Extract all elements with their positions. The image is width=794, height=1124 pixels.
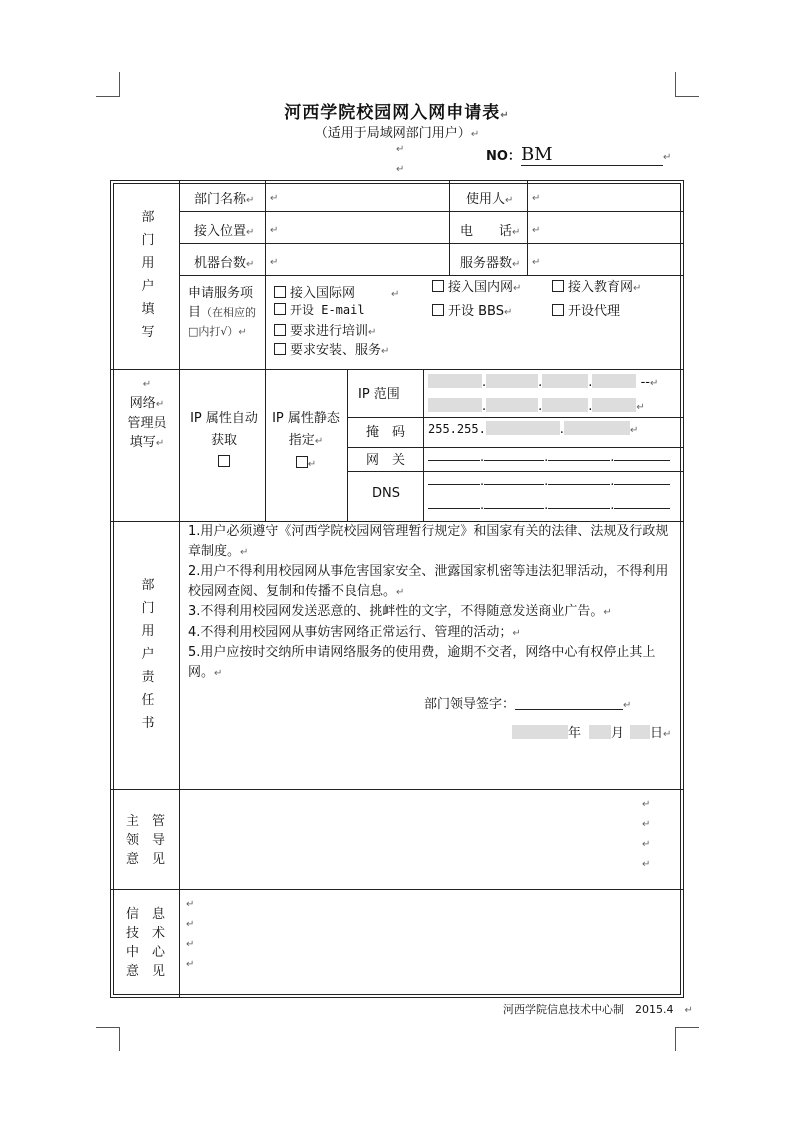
server-count-label: 服务器数↵ xyxy=(460,256,521,271)
service-intl[interactable]: 接入国际网 ↵ xyxy=(274,282,399,301)
location-label: 接入位置↵ xyxy=(194,224,255,239)
phone-label: 电 话↵ xyxy=(460,224,521,239)
checkbox-icon[interactable] xyxy=(432,280,444,292)
dns-label: DNS xyxy=(372,486,400,501)
gateway-label: 网 关 xyxy=(366,453,406,468)
service-install[interactable]: 要求安装、服务↵ xyxy=(274,339,389,358)
dns-fields[interactable]: . . . . . . xyxy=(428,470,670,518)
paragraph-mark: ↵ xyxy=(396,164,405,175)
form-number: NO：BM ↵ xyxy=(486,144,672,165)
user-label: 使用人↵ xyxy=(466,192,514,207)
crop-mark-top-left-h xyxy=(96,96,120,97)
crop-mark-bottom-right-h xyxy=(675,1027,699,1028)
rule-4: 4.不得利用校园网从事妨害网络正常运行、管理的活动；↵ xyxy=(188,624,521,640)
footer-credit: 河西学院信息技术中心制 2015.4 ↵ xyxy=(503,1003,693,1016)
mask-label: 掩 码 xyxy=(366,425,406,440)
checkbox-icon[interactable] xyxy=(274,324,286,336)
crop-mark-top-left-v xyxy=(119,72,120,96)
checkbox-icon[interactable] xyxy=(552,280,564,292)
checkbox-icon[interactable] xyxy=(274,303,286,315)
leader-opinion-field[interactable]: ↵ ↵ ↵ ↵ xyxy=(642,799,651,870)
machine-count-field[interactable]: ↵ xyxy=(270,257,279,268)
phone-field[interactable]: ↵ xyxy=(532,225,541,236)
machine-count-label: 机器台数↵ xyxy=(194,256,255,271)
rule-2: 2.用户不得利用校园网从事危害国家安全、泄露国家机密等违法犯罪活动，不得利用校园网查阅、复制和传播不良信息。↵ xyxy=(188,564,669,599)
dept-name-field[interactable]: ↵ xyxy=(270,193,279,204)
service-email[interactable]: 开设 E-mail xyxy=(274,301,365,318)
sign-date[interactable]: 年 月 日↵ xyxy=(512,722,671,741)
section-admin-fill-label: ↵ 网络↵ 管理员 填写↵ xyxy=(127,379,167,450)
checkbox-icon[interactable] xyxy=(296,456,308,468)
crop-mark-bottom-left-h xyxy=(96,1027,120,1028)
responsibility-rules xyxy=(188,522,678,683)
rule-5: 5.用户应按时交纳所申请网络服务的使用费，逾期不交者，网络中心有权停止其上网。↵ xyxy=(188,645,656,680)
section-responsibility-label: 部 门 用 户 责 任 书 xyxy=(141,578,155,731)
dept-leader-signature[interactable]: 部门领导签字： ↵ xyxy=(424,697,632,712)
page-subtitle: （适用于局域网部门用户）↵ xyxy=(314,126,480,141)
crop-mark-top-right-v xyxy=(675,72,676,96)
section-user-fill-label: 部 门 用 户 填 写 xyxy=(141,210,155,340)
user-field[interactable]: ↵ xyxy=(532,193,541,204)
checkbox-icon[interactable] xyxy=(552,304,564,316)
crop-mark-bottom-left-v xyxy=(119,1027,120,1051)
page-title: 河西学院校园网入网申请表↵ xyxy=(284,103,510,123)
service-edu[interactable]: 接入教育网↵ xyxy=(552,276,641,295)
section-it-center-opinion-label: 信 息 技 术 中 心 意 见 xyxy=(126,907,166,979)
crop-mark-top-right-h xyxy=(675,96,699,97)
checkbox-icon[interactable] xyxy=(274,286,286,298)
auto-ip-option[interactable]: IP 属性自动获取 xyxy=(186,408,262,474)
location-field[interactable]: ↵ xyxy=(270,225,279,236)
ip-range-fields[interactable]: . . . --↵ . . . ↵ xyxy=(428,371,658,419)
service-proxy[interactable]: 开设代理 xyxy=(552,300,620,319)
crop-mark-bottom-right-v xyxy=(675,1027,676,1051)
service-training[interactable]: 要求进行培训↵ xyxy=(274,320,376,339)
service-domestic[interactable]: 接入国内网↵ xyxy=(432,276,521,295)
it-center-opinion-field[interactable]: ↵ ↵ ↵ ↵ xyxy=(186,899,195,970)
rule-1: 1.用户必须遵守《河西学院校园网管理暂行规定》和国家有关的法律、法规及行政规章制度。↵ xyxy=(188,524,669,559)
server-count-field[interactable]: ↵ xyxy=(532,257,541,268)
gateway-field[interactable]: . . . xyxy=(428,446,670,465)
rule-3: 3.不得利用校园网发送恶意的、挑衅性的文字，不得随意发送商业广告。↵ xyxy=(188,604,612,619)
mask-field[interactable]: 255.255. . ↵ xyxy=(428,422,639,437)
static-ip-option[interactable]: IP 属性静态指定↵ ↵ xyxy=(272,411,340,470)
form-number-field[interactable]: BM xyxy=(521,144,663,166)
checkbox-icon[interactable] xyxy=(218,455,230,467)
ip-range-label: IP 范围 xyxy=(358,387,400,402)
checkbox-icon[interactable] xyxy=(432,304,444,316)
apply-items-label: 申请服务项目（在相应的□内打√）↵ xyxy=(188,286,257,338)
service-bbs[interactable]: 开设 BBS↵ xyxy=(432,300,512,319)
form-number-label: NO： xyxy=(486,149,521,164)
checkbox-icon[interactable] xyxy=(274,343,286,355)
paragraph-mark: ↵ xyxy=(396,144,405,155)
section-leader-opinion-label: 主 管 领 导 意 见 xyxy=(126,814,166,867)
dept-name-label: 部门名称↵ xyxy=(194,192,255,207)
